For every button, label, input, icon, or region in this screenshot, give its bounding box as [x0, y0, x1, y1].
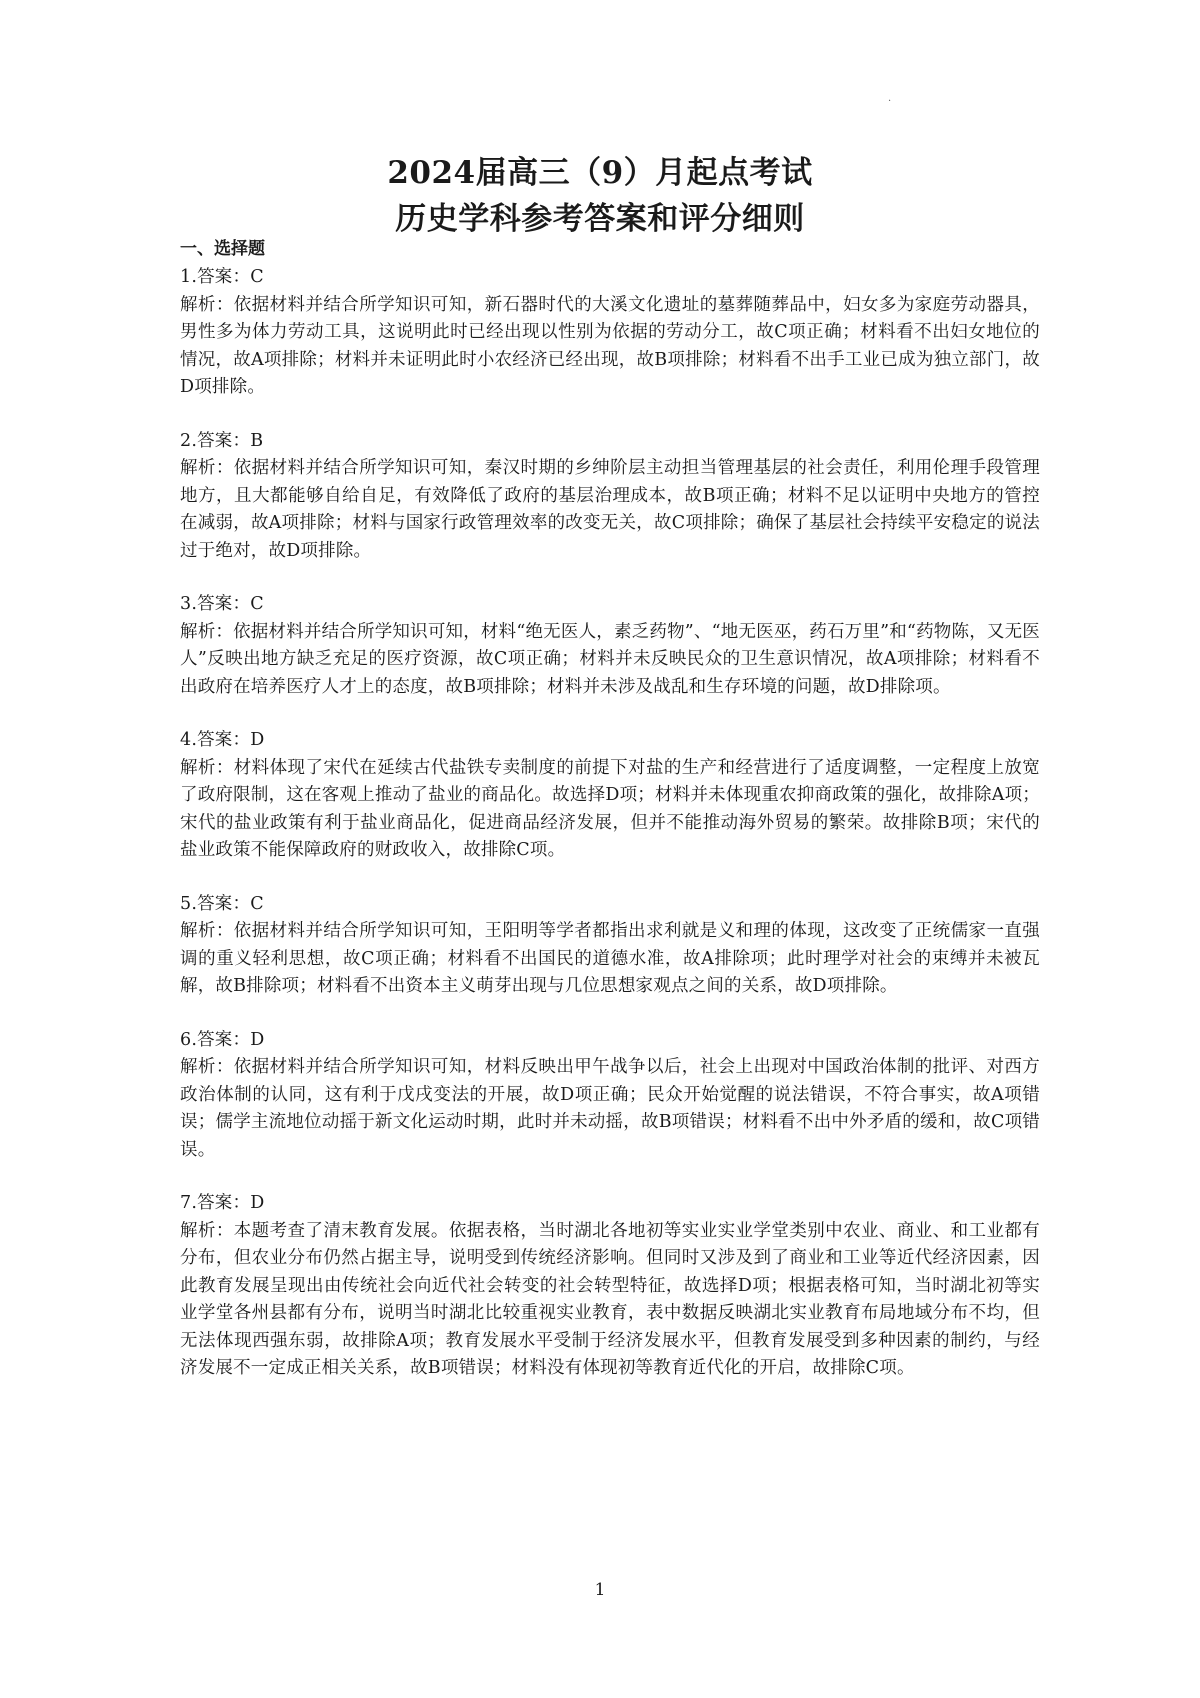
- answer-line: 6.答案：D: [180, 1029, 265, 1050]
- answer-line: 5.答案：C: [180, 893, 264, 914]
- title-line-1: 2024届高三（9）月起点考试: [387, 155, 813, 191]
- analysis-text: 解析：材料体现了宋代在延续古代盐铁专卖制度的前提下对盐的生产和经营进行了适度调整，一定程度上放宽了政府限制，这在客观上推动了盐业的商品化。故选择D项；材料并未体现重农抑商政策的强化，故排除A项；宋代的盐业政策有利于盐业商品化，促进商品经济发展，但并不能推动海外贸易的繁荣。故排除B项；宋代的盐业政策不能保障政府的财政收入，故排除C项。: [180, 757, 1040, 860]
- question-item: [180, 264, 1040, 402]
- answer-content: [180, 236, 1040, 1409]
- answer-line: 1.答案：C: [180, 267, 264, 287]
- question-item: [180, 591, 1040, 701]
- question-item: [180, 1190, 1040, 1383]
- question-item: [180, 1027, 1040, 1165]
- title-line-2: 历史学科参考答案和评分细则: [395, 201, 805, 237]
- analysis-text: 解析：依据材料并结合所学知识可知，王阳明等学者都指出求利就是义和理的体现，这改变了正统儒家一直强调的重义轻利思想，故C项正确；材料看不出国民的道德水准，故A排除项；此时理学对社会的束缚并未被瓦解，故B排除项；材料看不出资本主义萌芽出现与几位思想家观点之间的关系，故D项排除。: [180, 921, 1040, 996]
- document-title: [0, 150, 1200, 242]
- analysis-text: 解析：依据材料并结合所学知识可知，秦汉时期的乡绅阶层主动担当管理基层的社会责任，利用伦理手段管理地方，且大都能够自给自足，有效降低了政府的基层治理成本，故B项正确；材料不足以证明中央地方的管控在减弱，故A项排除；材料与国家行政管理效率的改变无关，故C项排除；确保了基层社会持续平安稳定的说法过于绝对，故D项排除。: [180, 458, 1040, 561]
- section-heading: 一、选择题: [180, 239, 265, 259]
- page-number: 1: [594, 1580, 606, 1600]
- question-item: [180, 891, 1040, 1001]
- analysis-text: 解析：本题考查了清末教育发展。依据表格，当时湖北各地初等实业实业学堂类别中农业、商业、和工业都有分布，但农业分布仍然占据主导，说明受到传统经济影响。但同时又涉及到了商业和工业等近代经济因素，因此教育发展呈现出由传统社会向近代社会转变的社会转型特征，故选择D项；根据表格可知，当时湖北初等实业学堂各州县都有分布，说明当时湖北比较重视实业教育，表中数据反映湖北实业教育布局地域分布不均，但无法体现西强东弱，故排除A项；教育发展水平受制于经济发展水平，但教育发展受到多种因素的制约，与经济发展不一定成正相关关系，故B项错误；材料没有体现初等教育近代化的开启，故排除C项。: [180, 1220, 1040, 1378]
- analysis-text: 解析：依据材料并结合所学知识可知，材料“绝无医人，素乏药物”、“地无医巫，药石万里”和“药物陈，又无医人”反映出地方缺乏充足的医疗资源，故C项正确；材料并未反映民众的卫生意识情况，故A项排除；材料看不出政府在培养医疗人才上的态度，故B项排除；材料并未涉及战乱和生存环境的问题，故D排除项。: [180, 621, 1040, 697]
- answer-line: 3.答案：C: [180, 594, 264, 614]
- corner-mark: ·: [888, 96, 892, 107]
- analysis-text: 解析：依据材料并结合所学知识可知，材料反映出甲午战争以后，社会上出现对中国政治体制的批评、对西方政治体制的认同，这有利于戊戌变法的开展，故D项正确；民众开始觉醒的说法错误，不符合事实，故A项错误；儒学主流地位动摇于新文化运动时期，此时并未动摇，故B项错误；材料看不出中外矛盾的缓和，故C项错误。: [180, 1057, 1040, 1160]
- analysis-text: 解析：依据材料并结合所学知识可知，新石器时代的大溪文化遗址的墓葬随葬品中，妇女多为家庭劳动器具，男性多为体力劳动工具，这说明此时已经出现以性别为依据的劳动分工，故C项正确；材料看不出妇女地位的情况，故A项排除；材料并未证明此时小农经济已经出现，故B项排除；材料看不出手工业已成为独立部门，故D项排除。: [180, 294, 1040, 397]
- answer-line: 4.答案：D: [180, 730, 265, 750]
- answer-line: 7.答案：D: [180, 1193, 265, 1213]
- answer-line: 2.答案：B: [180, 430, 264, 451]
- question-item: [180, 428, 1040, 566]
- question-item: [180, 727, 1040, 865]
